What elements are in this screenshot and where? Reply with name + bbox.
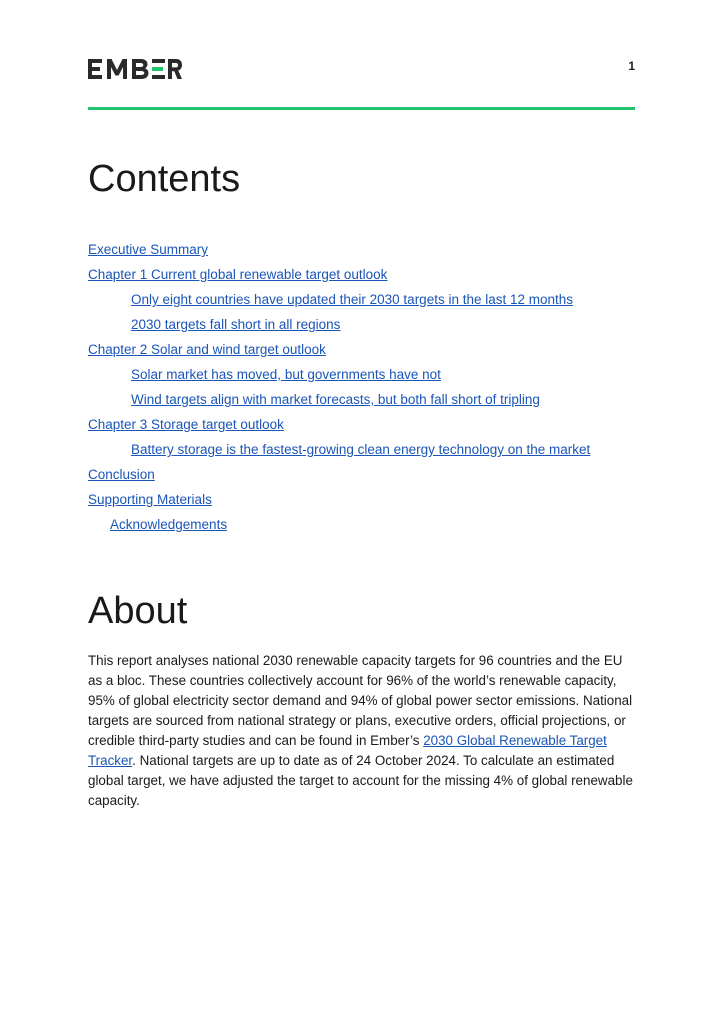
page-number: 1 <box>628 59 635 73</box>
toc-item <box>88 340 648 365</box>
toc-item <box>88 390 648 415</box>
toc-link-supporting-materials[interactable]: Supporting Materials <box>88 492 212 507</box>
toc-item <box>88 315 648 340</box>
toc-item <box>88 465 648 490</box>
toc-item <box>88 415 648 440</box>
header-divider <box>88 107 635 110</box>
toc-link-battery-storage[interactable]: Battery storage is the fastest-growing clean energy technology on the market <box>131 442 591 457</box>
toc-link-eight-countries[interactable]: Only eight countries have updated their 2030 targets in the last 12 months <box>131 292 574 307</box>
toc-item <box>88 290 648 315</box>
toc-link-chapter-2[interactable]: Chapter 2 Solar and wind target outlook <box>88 342 326 357</box>
page-header <box>88 56 635 112</box>
toc-link-conclusion[interactable]: Conclusion <box>88 467 155 482</box>
toc-item <box>88 490 648 515</box>
toc-item <box>88 365 648 390</box>
toc-item <box>88 265 648 290</box>
toc-item <box>88 240 648 265</box>
toc-link-wind-targets[interactable]: Wind targets align with market forecasts, but both fall short of tripling <box>131 392 540 407</box>
toc-link-targets-fall-short[interactable]: 2030 targets fall short in all regions <box>131 317 341 332</box>
about-title: About <box>88 590 188 632</box>
toc-link-solar-market[interactable]: Solar market has moved, but governments have not <box>131 367 441 382</box>
toc-link-chapter-1[interactable]: Chapter 1 Current global renewable target outlook <box>88 267 388 282</box>
toc-item <box>88 515 648 540</box>
toc-link-chapter-3[interactable]: Chapter 3 Storage target outlook <box>88 417 284 432</box>
about-text-outro: . National targets are up to date as of 24 October 2024. To calculate an estimated global target, we have adjusted the target to account for the missing 4% of global renewable capacity. <box>88 753 633 808</box>
toc-link-acknowledgements[interactable]: Acknowledgements <box>110 517 228 532</box>
contents-title: Contents <box>88 158 241 200</box>
table-of-contents <box>88 240 648 540</box>
about-paragraph <box>88 651 637 811</box>
target-tracker-link[interactable]: 2030 Global Renewable Target Tracker <box>88 733 607 768</box>
ember-logo <box>88 58 182 80</box>
about-text-intro: This report analyses national 2030 renewable capacity targets for 96 countries and the EU as a bloc. These countries collectively account for 96% of the world’s renewable capacity, 95% of global electricity sector demand and 94% of global power sector emissions. National targets are sourced from national strategy or plans, executive orders, official projections, or credible third-party studies and can be found in Ember’s <box>88 653 633 748</box>
toc-link-executive-summary[interactable]: Executive Summary <box>88 242 209 257</box>
toc-item <box>88 440 648 465</box>
